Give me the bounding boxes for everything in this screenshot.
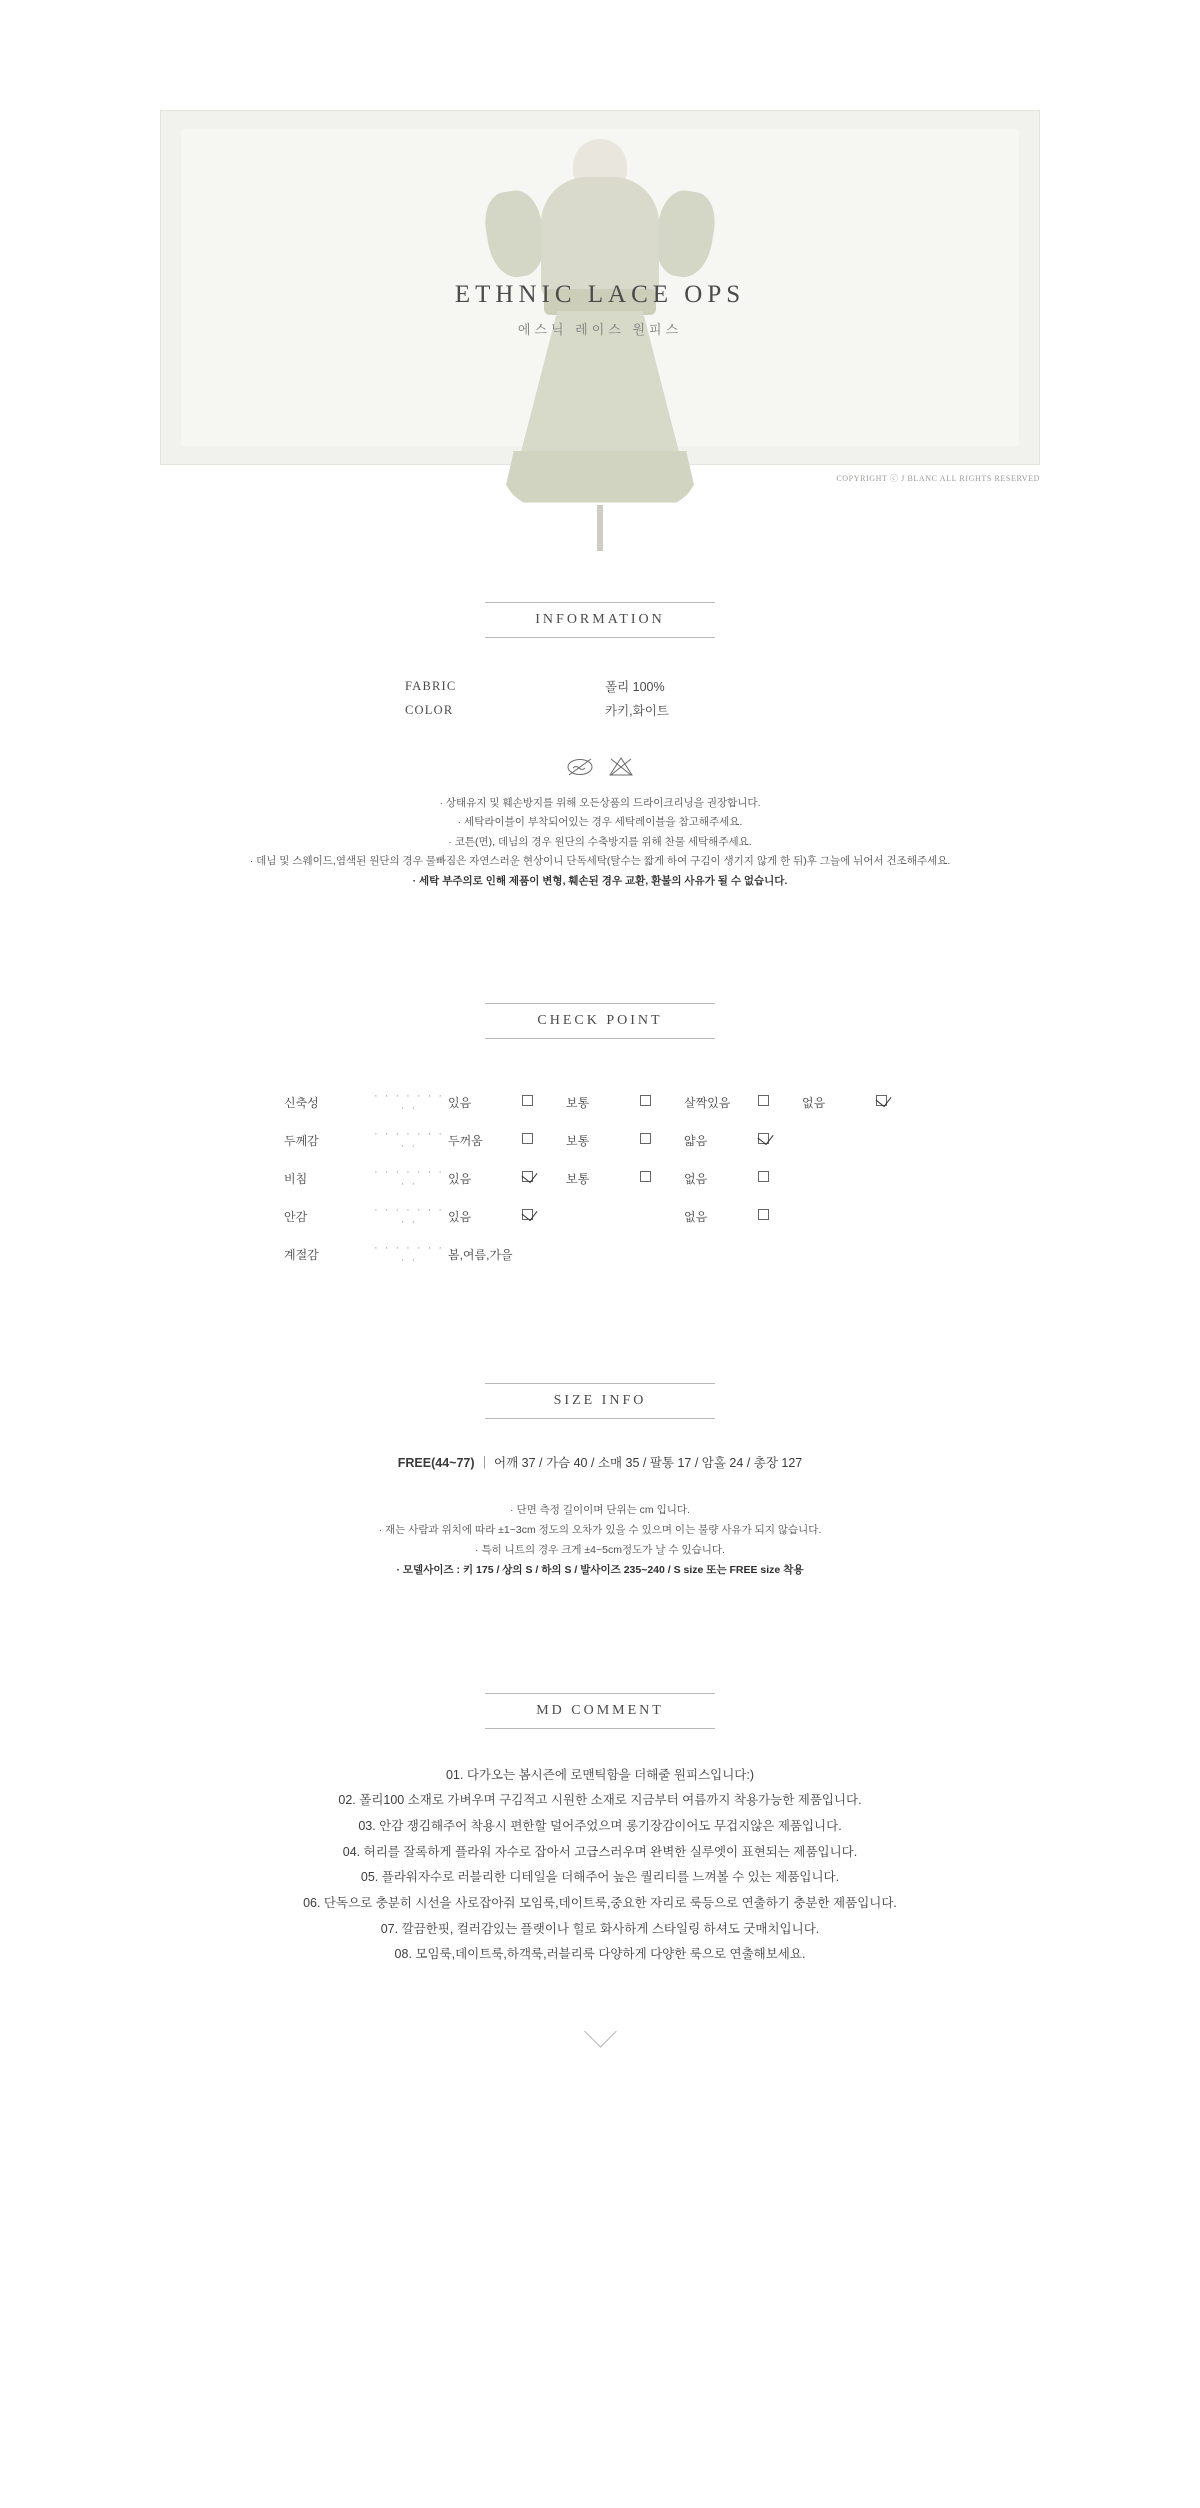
checkbox-empty	[640, 1197, 684, 1235]
md-comment-heading: MD COMMENT	[485, 1693, 715, 1729]
size-notes	[0, 1501, 1200, 1581]
checkbox-empty	[876, 1197, 920, 1235]
dots-separator: · · · · · · · · ·	[374, 1090, 444, 1115]
list-item: 01. 다가오는 봄시즌에 로맨틱함을 더해줄 원피스입니다:)	[445, 1767, 755, 1782]
check-option-label: 보통	[566, 1095, 590, 1110]
model-size-note: · 모델사이즈 : 키 175 / 상의 S / 하의 S / 발사이즈 235~240 / S size 또는 FREE size 착용	[396, 1563, 804, 1576]
list-item: 05. 플라워자수로 러블리한 디테일을 더해주어 높은 퀄리티를 느껴볼 수 있는 제품입니다.	[360, 1870, 840, 1885]
info-key-color: COLOR	[405, 702, 454, 717]
list-item: 04. 허리를 잘록하게 플라워 자수로 잡아서 고급스러우며 완벽한 실루엣이 표현되는 제품입니다.	[342, 1844, 858, 1859]
checkbox-checked[interactable]	[758, 1121, 802, 1159]
checkbox[interactable]	[758, 1197, 802, 1235]
care-note: · 상태유지 및 훼손방지를 위해 오든상품의 드라이크리닝을 권장합니다.	[439, 797, 761, 809]
size-note: · 재는 사람과 위치에 따라 ±1~3cm 정도의 오차가 있을 수 있으며 이는 불량 사유가 되지 않습니다.	[378, 1524, 822, 1537]
table-row	[280, 1121, 920, 1159]
checkbox-checked[interactable]	[876, 1083, 920, 1121]
care-note-warning: · 세탁 부주의로 인해 제품이 변형, 훼손된 경우 교환, 환불의 사유가 될 수 없습니다.	[412, 874, 788, 887]
care-note: · 코튼(면), 데님의 경우 원단의 수축방지를 위해 찬물 세탁해주세요.	[448, 835, 752, 848]
size-note: · 단면 측정 길이이며 단위는 cm 입니다.	[510, 1504, 690, 1517]
info-key-fabric: FABRIC	[405, 678, 457, 693]
checkbox[interactable]	[522, 1083, 566, 1121]
list-item: 07. 깔끔한핏, 컬러감있는 플랫이나 힐로 화사하게 스타일링 하셔도 굿매치입니다.	[380, 1921, 820, 1936]
check-option-empty	[802, 1159, 876, 1197]
info-value-color: 카키,화이트	[605, 704, 669, 718]
hero-section	[0, 0, 1200, 484]
list-item: 02. 폴리100 소재로 가벼우며 구김적고 시원한 소재로 지금부터 여름까지 착용가능한 제품입니다.	[338, 1793, 862, 1808]
check-label-sheerness: 비침	[284, 1171, 308, 1186]
copyright-text: COPYRIGHT ⓒ J BLANC ALL RIGHTS RESERVED	[836, 474, 1040, 483]
table-row	[280, 1083, 920, 1121]
size-name: FREE(44~77)	[397, 1456, 475, 1471]
list-item: 06. 단독으로 충분히 시선을 사로잡아줘 모임룩,데이트룩,중요한 자리로 룩등으로 연출하기 충분한 제품입니다.	[303, 1895, 897, 1910]
checkbox[interactable]	[640, 1083, 684, 1121]
check-point-section	[0, 1003, 1200, 1273]
size-info-section	[0, 1383, 1200, 1581]
size-divider: ｜	[478, 1456, 491, 1471]
size-measurement-line	[0, 1453, 1200, 1471]
check-label-lining: 안감	[284, 1209, 308, 1224]
table-row	[280, 1197, 920, 1235]
table-row	[395, 698, 805, 722]
checkbox[interactable]	[758, 1159, 802, 1197]
hero-title-block	[181, 281, 1019, 338]
dress-hem	[502, 451, 698, 507]
check-label-thickness: 두께감	[284, 1133, 319, 1148]
check-option-label: 얇음	[684, 1133, 708, 1148]
check-option-empty	[802, 1121, 876, 1159]
size-measurements: 어깨 37 / 가슴 40 / 소매 35 / 팔통 17 / 암홀 24 / 총장 127	[494, 1456, 803, 1471]
dots-separator: · · · · · · · · ·	[374, 1128, 444, 1153]
checkbox[interactable]	[640, 1159, 684, 1197]
table-row	[395, 674, 805, 698]
product-title-en: ETHNIC LACE OPS	[454, 281, 746, 308]
checkbox-empty	[876, 1159, 920, 1197]
product-title-kr: 에스닉 레이스 원피스	[517, 322, 683, 337]
check-option-label: 있음	[448, 1209, 472, 1224]
checkbox-empty	[876, 1121, 920, 1159]
bleach-prohibited-icon	[608, 756, 634, 778]
check-label-season: 계절감	[284, 1247, 319, 1262]
check-option-label: 있음	[448, 1171, 472, 1186]
list-item: 08. 모임룩,데이트룩,하객룩,러블리룩 다양하게 다양한 룩으로 연출해보세요.	[394, 1947, 806, 1962]
check-label-stretch: 신축성	[284, 1095, 319, 1110]
size-note: · 특히 니트의 경우 크게 ±4~5cm정도가 날 수 있습니다.	[475, 1543, 725, 1556]
check-option-label: 살짝있음	[684, 1095, 731, 1110]
information-heading: INFORMATION	[485, 602, 715, 638]
care-instruction-icons	[0, 756, 1200, 778]
scroll-down-area[interactable]	[0, 2014, 1200, 2088]
checkbox-checked[interactable]	[522, 1159, 566, 1197]
check-point-table	[280, 1083, 920, 1273]
care-notes	[0, 794, 1200, 891]
check-option-label: 두꺼움	[448, 1133, 483, 1148]
size-info-heading: SIZE INFO	[485, 1383, 715, 1419]
checkbox[interactable]	[522, 1121, 566, 1159]
care-note: · 세탁라이블이 부착되어있는 경우 세탁레이블을 참고해주세요.	[457, 816, 743, 829]
dress-sleeve-left	[481, 187, 550, 281]
md-comment-list	[0, 1763, 1200, 1968]
dots-separator: · · · · · · · · ·	[374, 1242, 444, 1267]
chevron-down-icon[interactable]	[584, 2015, 617, 2048]
check-option-empty	[566, 1197, 640, 1235]
check-option-empty	[802, 1197, 876, 1235]
info-value-fabric: 폴리 100%	[605, 680, 665, 694]
check-point-heading: CHECK POINT	[485, 1003, 715, 1039]
hand-wash-prohibited-icon	[566, 756, 594, 778]
list-item: 03. 안감 쟁김해주어 착용시 편한할 덜어주었으며 롱기장감이어도 무겁지않은 제품입니다.	[358, 1819, 842, 1834]
check-season-value: 봄,여름,가을	[448, 1247, 513, 1262]
hero-image-inner	[181, 129, 1019, 446]
check-option-label: 보통	[566, 1171, 590, 1186]
checkbox[interactable]	[640, 1121, 684, 1159]
check-option-label: 있음	[448, 1095, 472, 1110]
dress-sleeve-right	[651, 187, 720, 281]
dots-separator: · · · · · · · · ·	[374, 1166, 444, 1191]
information-section	[0, 602, 1200, 891]
table-row	[280, 1235, 920, 1273]
table-row	[280, 1159, 920, 1197]
dots-separator: · · · · · · · · ·	[374, 1204, 444, 1229]
mannequin-stand	[597, 505, 603, 551]
check-option-label: 없음	[684, 1171, 708, 1186]
checkbox[interactable]	[758, 1083, 802, 1121]
dress-bodice	[541, 177, 659, 297]
check-option-label: 없음	[684, 1209, 708, 1224]
checkbox-checked[interactable]	[522, 1197, 566, 1235]
hero-image	[160, 110, 1040, 465]
care-note: · 데님 및 스웨이드,염색된 원단의 경우 물빠짐은 자연스러운 현상이니 단독세탁(탈수는 짧게 하여 구김이 생기지 않게 한 뒤)후 그늘에 뉘어서 건조해주세요.	[249, 855, 951, 868]
check-option-label: 보통	[566, 1133, 590, 1148]
check-option-label: 없음	[802, 1095, 826, 1110]
md-comment-section	[0, 1693, 1200, 2014]
information-table	[395, 674, 805, 722]
